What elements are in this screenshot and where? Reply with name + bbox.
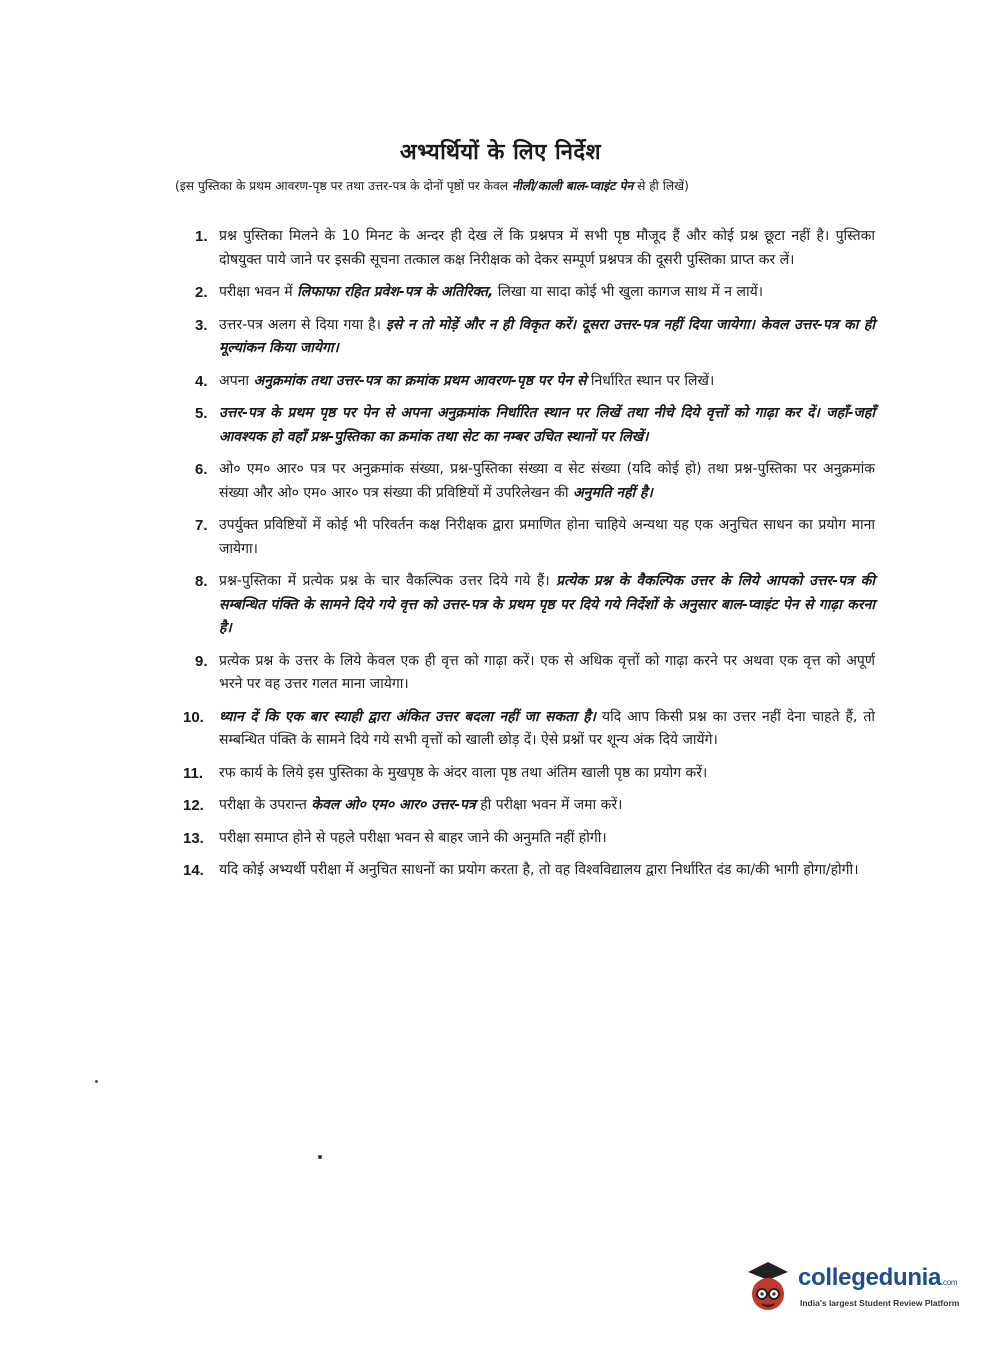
brand-name-text: collegedunia [798,1264,942,1291]
item-text: यदि कोई अभ्यर्थी परीक्षा में अनुचित साधनों का प्रयोग करता है, तो वह विश्वविद्यालय द्वारा निर्धारित दंड का/की भागी होगा/होगी। [219,862,859,878]
item-number: 11. [183,764,204,782]
item-text-emphasis: अनुमति नहीं है। [572,484,653,501]
instruction-item-11 [183,762,875,786]
collegedunia-watermark [742,1258,972,1318]
item-text: उत्तर-पत्र अलग से दिया गया है। [219,316,386,333]
item-text: ओ० एम० आर० पत्र पर अनुक्रमांक संख्या, प्रश्न-पुस्तिका संख्या व सेट संख्या (यदि कोई हो) तथा प्रश्न-पुस्तिका पर अनुक्रमांक संख्या और ओ० एम० आर० पत्र संख्या की प्रविष्टियों में उपरिलेखन की [219,461,875,501]
item-number: 9. [195,652,208,670]
item-text-tail: निर्धारित स्थान पर लिखें। [586,372,715,389]
item-text: उपर्युक्त प्रविष्टियों में कोई भी परिवर्तन कक्ष निरीक्षक द्वारा प्रमाणित होना चाहिये अन्यथा यह एक अनुचित साधन का प्रयोग माना जायेगा। [219,517,875,557]
item-number: 7. [195,517,208,534]
item-number: 8. [195,573,208,590]
instruction-item-9 [195,650,875,697]
brand-suffix: .com [941,1278,958,1287]
instruction-list [183,225,875,892]
instruction-item-7 [195,514,875,561]
item-number: 1. [195,228,208,245]
instruction-item-3 [195,314,875,361]
brand-tagline: India's largest Student Review Platform [800,1298,960,1308]
instruction-item-2 [195,281,875,305]
item-text-tail: ही परीक्षा भवन में जमा करें। [475,797,623,813]
subtitle-text-start: (इस पुस्तिका के प्रथम आवरण-पृष्ठ पर तथा उत्तर-पत्र के दोनों पृष्ठों पर केवल [175,179,512,193]
subtitle-text-end: से ही लिखें) [633,179,689,193]
item-number: 6. [195,461,208,478]
instruction-item-14 [183,859,875,883]
item-number: 12. [183,797,204,814]
item-text: अपना [219,372,254,389]
item-text: परीक्षा के उपरान्त [219,797,312,813]
item-number: 3. [195,316,208,334]
item-text-emphasis: ध्यान दें कि एक बार स्याही द्वारा अंकित उत्तर बदला नहीं जा सकता है। [219,708,596,725]
item-text-emphasis: इसे न तो मोड़ें और न ही विकृत करें। दूसरा उत्तर-पत्र नहीं दिया जायेगा। केवल उत्तर-पत्र का ही मूल्यांकन किया जायेगा। [219,316,875,356]
instruction-item-1 [195,225,875,272]
page-title: अभ्यर्थियों के लिए निर्देश [399,140,602,165]
item-text: परीक्षा भवन में [219,284,298,300]
instruction-item-6 [195,458,875,505]
item-number: 2. [195,284,208,301]
item-text-emphasis: प्रत्येक प्रश्न के वैकल्पिक उत्तर के लिये आपको उत्तर-पत्र की सम्बन्धित पंक्ति के सामने दिये गये वृत्त को उत्तर-पत्र के प्रथम पृष्ठ पर दिये गये निर्देशों के अनुसार बाल-प्वाइंट पेन से गाढ़ा करना है। [219,573,875,636]
instruction-item-4 [195,370,875,394]
item-number: 14. [183,862,204,879]
instruction-item-12 [183,794,875,818]
item-text-tail: यदि आप किसी प्रश्न का उत्तर नहीं देना चाहते हैं, तो सम्बन्धित पंक्ति के सामने दिये गये सभी वृत्तों को खाली छोड़ दें। ऐसे प्रश्नों पर शून्य अंक दिये जायेंगे। [219,708,875,748]
item-text-emphasis: लिफाफा रहित प्रवेश-पत्र के अतिरिक्त, [297,284,494,300]
item-text: प्रश्न पुस्तिका मिलने के 10 मिनट के अन्दर ही देख लें कि प्रश्नपत्र में सभी पृष्ठ मौजूद हैं और कोई प्रश्न छूटा नहीं है। पुस्तिका दोषयुक्त पाये जाने पर इसकी सूचना तत्काल कक्ष निरीक्षक को देकर सम्पूर्ण प्रश्नपत्र की दूसरी पुस्तिका प्राप्त कर लें। [219,228,875,268]
instruction-item-13 [183,827,875,851]
item-text-emphasis: अनुक्रमांक तथा उत्तर-पत्र का क्रमांक प्रथम आवरण-पृष्ठ पर पेन से [253,372,587,389]
scan-speck [318,1155,322,1159]
item-text-tail: लिखा या सादा कोई भी खुला कागज साथ में न लायें। [493,284,764,300]
instruction-item-5 [195,402,875,449]
item-text-emphasis: उत्तर-पत्र के प्रथम पृष्ठ पर पेन से अपना अनुक्रमांक निर्धारित स्थान पर लिखें तथा नीचे दिये वृत्तों को गाढ़ा कर दें। जहाँ-जहाँ आवश्यक हो वहाँ प्रश्न-पुस्तिका का क्रमांक तथा सेट का नम्बर उचित स्थानों पर लिखें। [219,405,875,445]
item-text: परीक्षा समाप्त होने से पहले परीक्षा भवन से बाहर जाने की अनुमति नहीं होगी। [219,829,607,846]
scan-speck [95,1080,98,1083]
item-number: 10. [183,708,204,726]
mascot-logo-icon [742,1258,794,1318]
instruction-item-8 [195,570,875,641]
instruction-item-10 [183,706,875,753]
item-number: 13. [183,829,204,847]
item-text: प्रत्येक प्रश्न के उत्तर के लिये केवल एक ही वृत्त को गाढ़ा करें। एक से अधिक वृत्तों को गाढ़ा करने पर अथवा एक वृत्त को अपूर्ण भरने पर वह उत्तर गलत माना जायेगा। [219,652,875,692]
item-number: 4. [195,372,208,390]
brand-name [798,1264,957,1292]
item-text-emphasis: केवल ओ० एम० आर० उत्तर-पत्र [311,797,476,813]
subtitle-emphasis: नीली/काली बाल-प्वाइंट पेन [511,179,634,193]
page-subtitle [175,177,895,194]
item-number: 5. [195,405,208,422]
item-text: रफ कार्य के लिये इस पुस्तिका के मुखपृष्ठ के अंदर वाला पृष्ठ तथा अंतिम खाली पृष्ठ का प्रयोग करें। [219,764,708,781]
item-text: प्रश्न-पुस्तिका में प्रत्येक प्रश्न के चार वैकल्पिक उत्तर दिये गये हैं। [219,573,557,589]
